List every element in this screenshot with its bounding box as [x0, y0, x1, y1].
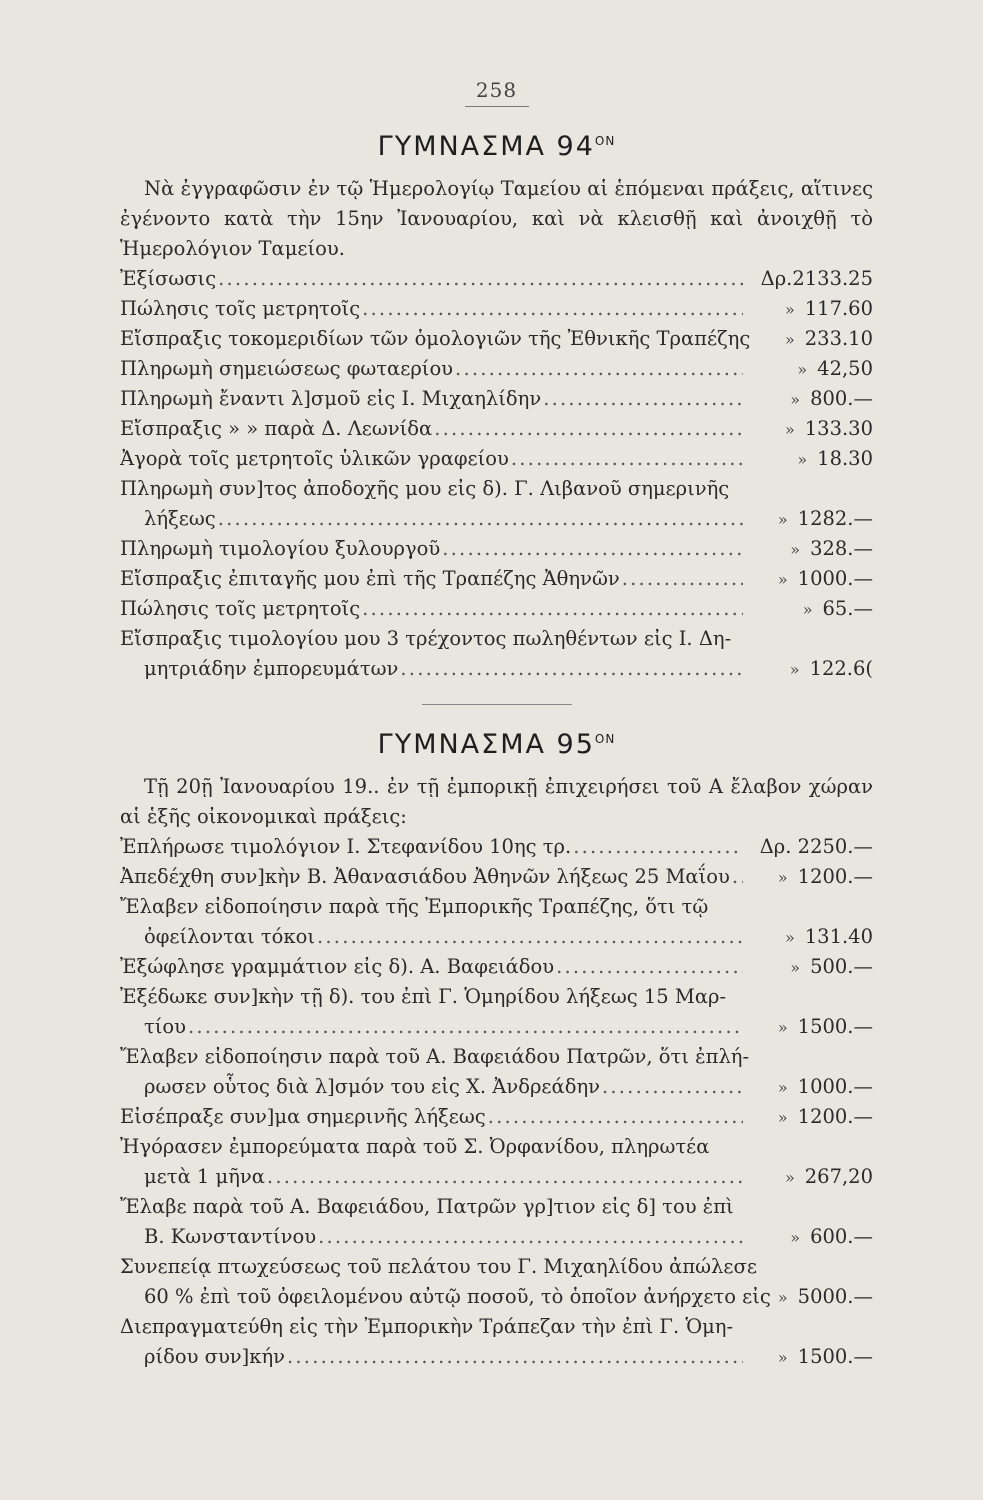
ditto-mark: »	[784, 420, 795, 439]
entry-line	[120, 624, 743, 654]
dot-leader	[267, 1162, 743, 1192]
entry-line	[120, 952, 743, 982]
ledger-entry	[120, 952, 873, 982]
ditto-mark: »	[790, 958, 801, 977]
entry-line	[120, 294, 743, 324]
dot-leader	[218, 504, 743, 534]
ledger-entry	[120, 1192, 873, 1252]
dot-leader	[556, 952, 743, 982]
ledger-entry	[120, 982, 873, 1042]
amount-value: 1200.—	[797, 865, 873, 888]
entry-amount	[743, 832, 873, 862]
dot-leader	[218, 264, 743, 294]
amount-value: 117.60	[804, 297, 873, 320]
entry-line	[120, 982, 743, 1012]
entry-amount	[743, 952, 873, 982]
entry-text: τίου	[144, 1015, 187, 1038]
dot-leader	[362, 294, 743, 324]
entry-line	[120, 414, 743, 444]
entry-text: Συνεπείᾳ πτωχεύσεως τοῦ πελάτου του Γ. Μιχαηλίδου ἀπώλεσε	[120, 1255, 757, 1278]
entry-line	[120, 534, 743, 564]
ledger-entry	[120, 354, 873, 384]
entry-text: Εἴσπραξις τιμολογίου μου 3 τρέχοντος πωληθέντων εἰς Ι. Δη-	[120, 627, 732, 650]
entry-text: Πληρωμὴ ἔναντι λ]σμοῦ εἰς Ι. Μιχαηλίδην	[120, 387, 542, 410]
entry-list	[120, 832, 873, 1372]
ledger-entry	[120, 444, 873, 474]
entry-amount	[743, 444, 873, 474]
ledger-entry	[120, 1132, 873, 1192]
dot-leader	[602, 1072, 743, 1102]
entry-text: λήξεως	[144, 507, 216, 530]
amount-value: 122.6(	[809, 657, 873, 680]
dot-leader	[511, 444, 743, 474]
entry-text: Β. Κωνσταντίνου	[144, 1225, 317, 1248]
entry-text: Εἰσέπραξε συν]μα σημερινῆς λήξεως	[120, 1105, 486, 1128]
amount-value: 1000.—	[797, 1075, 873, 1098]
entry-line	[120, 1192, 743, 1222]
entry-line	[120, 1042, 750, 1072]
entry-line	[120, 1072, 743, 1102]
amount-value: 65.—	[822, 597, 873, 620]
entry-text: Ἔλαβεν εἰδοποίησιν παρὰ τῆς Ἐμπορικῆς Τραπέζης, ὅτι τῷ	[120, 895, 709, 918]
amount-value: 1282.—	[797, 507, 873, 530]
entry-text: Ἐξώφλησε γραμμάτιον εἰς δ). Α. Βαφειάδου	[120, 955, 555, 978]
amount-value: 1200.—	[797, 1105, 873, 1128]
sections	[120, 131, 873, 1372]
amount-value: 18.30	[817, 447, 873, 470]
entry-text: Πώλησις τοῖς μετρητοῖς	[120, 297, 361, 320]
entry-amount	[743, 504, 873, 534]
amount-value: 233.10	[804, 327, 873, 350]
entry-amount	[743, 862, 873, 892]
entry-text: Πώλησις τοῖς μετρητοῖς	[120, 597, 361, 620]
ditto-mark: »	[790, 1228, 801, 1247]
entry-line	[120, 324, 751, 354]
entry-amount	[743, 1102, 873, 1132]
entry-text: Ἀπεδέχθη συν]κὴν Β. Ἀθανασιάδου Ἀθηνῶν λήξεως 25 Μαΐου	[120, 865, 730, 888]
entry-text: Ἐξέδωκε συν]κὴν τῇ δ). του ἐπὶ Γ. Ὁμηρίδου λήξεως 15 Μαρ-	[120, 985, 727, 1008]
ledger-entry	[120, 1312, 873, 1372]
ledger-entry	[120, 384, 873, 414]
ditto-mark: »	[784, 1168, 795, 1187]
entry-amount	[743, 1342, 873, 1372]
dot-leader	[188, 1012, 743, 1042]
ditto-mark: »	[784, 330, 795, 349]
amount-value: Δρ. 2250.—	[759, 835, 873, 858]
entry-text: Πληρωμὴ συν]τος ἀποδοχῆς μου εἰς δ). Γ. Λιβανοῦ σημερινῆς	[120, 477, 730, 500]
entry-line	[120, 1342, 743, 1372]
ledger-entry	[120, 414, 873, 444]
dot-leader	[543, 384, 743, 414]
ledger-entry	[120, 474, 873, 534]
entry-line	[120, 1102, 743, 1132]
ditto-mark: »	[777, 1018, 788, 1037]
entry-amount	[743, 384, 873, 414]
ditto-mark: »	[777, 1078, 788, 1097]
entry-line	[120, 384, 743, 414]
entry-text: ὀφείλονται τόκοι	[144, 925, 315, 948]
entry-amount	[743, 564, 873, 594]
entry-list	[120, 264, 873, 684]
ditto-mark: »	[797, 360, 808, 379]
entry-amount	[743, 414, 873, 444]
dot-leader	[455, 354, 743, 384]
entry-amount	[743, 1282, 873, 1312]
ledger-entry	[120, 624, 873, 684]
entry-line	[120, 1012, 743, 1042]
entry-amount	[743, 1012, 873, 1042]
dot-leader	[317, 922, 743, 952]
amount-value: 600.—	[810, 1225, 873, 1248]
section-intro: Τῇ 20ῇ Ἰανουαρίου 19.. ἐν τῇ ἐμπορικῇ ἐπιχειρήσει τοῦ Α ἔλαβον χώραν αἱ ἑξῆς οἰκονομικαὶ πράξεις:	[120, 775, 873, 828]
entry-line	[120, 1252, 757, 1282]
amount-value: 1000.—	[797, 567, 873, 590]
entry-text: Ἀγορὰ τοῖς μετρητοῖς ὑλικῶν γραφείου	[120, 447, 509, 470]
ditto-mark: »	[777, 1108, 788, 1127]
entry-line	[120, 832, 743, 862]
amount-value: Δρ.2133.25	[760, 267, 873, 290]
entry-line	[120, 1132, 743, 1162]
ditto-mark: »	[797, 450, 808, 469]
entry-text: Πληρωμὴ σημειώσεως φωταερίου	[120, 357, 454, 380]
entry-text: Ἔλαβεν εἰδοποίησιν παρὰ τοῦ Α. Βαφειάδου Πατρῶν, ὅτι ἐπλή-	[120, 1045, 750, 1068]
entry-line	[120, 594, 743, 624]
ditto-mark: »	[784, 928, 795, 947]
dot-leader	[442, 534, 743, 564]
entry-line	[120, 444, 743, 474]
entry-amount	[743, 1072, 873, 1102]
amount-value: 5000.—	[797, 1285, 873, 1308]
entry-line	[120, 1162, 743, 1192]
ledger-entry	[120, 862, 873, 892]
section-title: ΓΥΜΝΑΣΜΑ 95	[377, 729, 595, 760]
dot-leader	[622, 564, 743, 594]
entry-amount	[743, 594, 873, 624]
dot-leader	[318, 1222, 743, 1252]
page-number: 258	[475, 78, 518, 102]
ledger-entry	[120, 594, 873, 624]
ditto-mark: »	[777, 868, 788, 887]
entry-line	[120, 354, 743, 384]
entry-line	[120, 654, 743, 684]
amount-value: 1500.—	[797, 1345, 873, 1368]
section-heading	[120, 131, 873, 162]
entry-text: Ἠγόρασεν ἐμπορεύματα παρὰ τοῦ Σ. Ὀρφανίδου, πληρωτέα	[120, 1135, 710, 1158]
ledger-entry	[120, 1042, 873, 1102]
entry-text: Εἴσπραξις ἐπιταγῆς μου ἐπὶ τῆς Τραπέζης Ἀθηνῶν	[120, 567, 620, 590]
section-separator	[422, 704, 572, 705]
entry-text: ρίδου συν]κήν	[144, 1345, 285, 1368]
entry-line	[120, 922, 743, 952]
dot-leader	[732, 862, 743, 892]
amount-value: 42,50	[817, 357, 873, 380]
ditto-mark: »	[790, 540, 801, 559]
ledger-entry	[120, 1102, 873, 1132]
entry-line	[120, 862, 743, 892]
section-title: ΓΥΜΝΑΣΜΑ 94	[377, 131, 595, 162]
ditto-mark: »	[777, 1348, 788, 1367]
ditto-mark: »	[777, 1288, 788, 1307]
dot-leader	[573, 832, 743, 862]
ditto-mark: »	[777, 570, 788, 589]
entry-text: Πληρωμὴ τιμολογίου ξυλουργοῦ	[120, 537, 441, 560]
amount-value: 1500.—	[797, 1015, 873, 1038]
entry-text: Ἐπλήρωσε τιμολόγιον Ι. Στεφανίδου 10ης τρ.	[120, 835, 572, 858]
amount-value: 500.—	[810, 955, 873, 978]
ledger-entry	[120, 564, 873, 594]
ditto-mark: »	[784, 300, 795, 319]
amount-value: 133.30	[804, 417, 873, 440]
entry-line	[120, 564, 743, 594]
ditto-mark: »	[790, 390, 801, 409]
dot-leader	[362, 594, 743, 624]
entry-amount	[743, 354, 873, 384]
dot-leader	[434, 414, 743, 444]
entry-amount	[743, 324, 873, 354]
ledger-entry	[120, 1252, 873, 1312]
entry-line	[120, 504, 743, 534]
entry-amount	[743, 294, 873, 324]
entry-text: ρωσεν οὗτος διὰ λ]σμόν του εἰς Χ. Ἀνδρεάδην	[144, 1075, 600, 1098]
entry-text: Ἐξίσωσις	[120, 267, 217, 290]
entry-amount	[743, 654, 873, 684]
entry-amount	[743, 922, 873, 952]
entry-text: Ἔλαβε παρὰ τοῦ Α. Βαφειάδου, Πατρῶν γρ]τιον εἰς δ] του ἐπὶ	[120, 1195, 734, 1218]
entry-line	[120, 1222, 743, 1252]
ledger-entry	[120, 324, 873, 354]
ledger-entry	[120, 832, 873, 862]
ditto-mark: »	[777, 510, 788, 529]
amount-value: 800.—	[810, 387, 873, 410]
section-title-suffix: ΟΝ	[594, 732, 616, 746]
entry-line	[120, 1312, 743, 1342]
amount-value: 267,20	[804, 1165, 873, 1188]
entry-amount	[743, 1162, 873, 1192]
entry-line	[120, 264, 743, 294]
entry-text: μητριάδην ἐμπορευμάτων	[144, 657, 399, 680]
entry-line	[120, 1282, 771, 1312]
amount-value: 328.—	[810, 537, 873, 560]
ledger-entry	[120, 264, 873, 294]
section-title-suffix: ΟΝ	[594, 134, 616, 148]
dot-leader	[400, 654, 743, 684]
section-intro: Νὰ ἐγγραφῶσιν ἐν τῷ Ἡμερολογίῳ Ταμείου αἱ ἑπόμεναι πράξεις, αἵτινες ἐγένοντο κατὰ τὴν 15ην Ἰανουαρίου, καὶ νὰ κλεισθῇ καὶ ἀνοιχθῇ τὸ Ἡμερολόγιον Ταμείου.	[120, 177, 873, 260]
entry-text: 60 % ἐπὶ τοῦ ὀφειλομένου αὐτῷ ποσοῦ, τὸ ὁποῖον ἀνήρχετο εἰς	[144, 1285, 771, 1308]
page-number-rule	[465, 106, 529, 107]
ditto-mark: »	[802, 600, 813, 619]
ledger-entry	[120, 892, 873, 952]
entry-line	[120, 892, 743, 922]
amount-value: 131.40	[804, 925, 873, 948]
entry-amount	[743, 1222, 873, 1252]
entry-line	[120, 474, 743, 504]
section-heading	[120, 729, 873, 760]
ditto-mark: »	[789, 660, 800, 679]
dot-leader	[488, 1102, 743, 1132]
dot-leader	[287, 1342, 743, 1372]
ledger-entry	[120, 294, 873, 324]
entry-text: Εἴσπραξις τοκομεριδίων τῶν ὁμολογιῶν τῆς Ἐθνικῆς Τραπέζης	[120, 327, 751, 350]
ledger-entry	[120, 534, 873, 564]
entry-text: μετὰ 1 μῆνα	[144, 1165, 265, 1188]
entry-amount	[743, 264, 873, 294]
entry-text: Εἴσπραξις » » παρὰ Δ. Λεωνίδα	[120, 417, 433, 440]
entry-text: Διεπραγματεύθη εἰς τὴν Ἐμπορικὴν Τράπεζαν τὴν ἐπὶ Γ. Ὁμη-	[120, 1315, 734, 1338]
entry-amount	[743, 534, 873, 564]
